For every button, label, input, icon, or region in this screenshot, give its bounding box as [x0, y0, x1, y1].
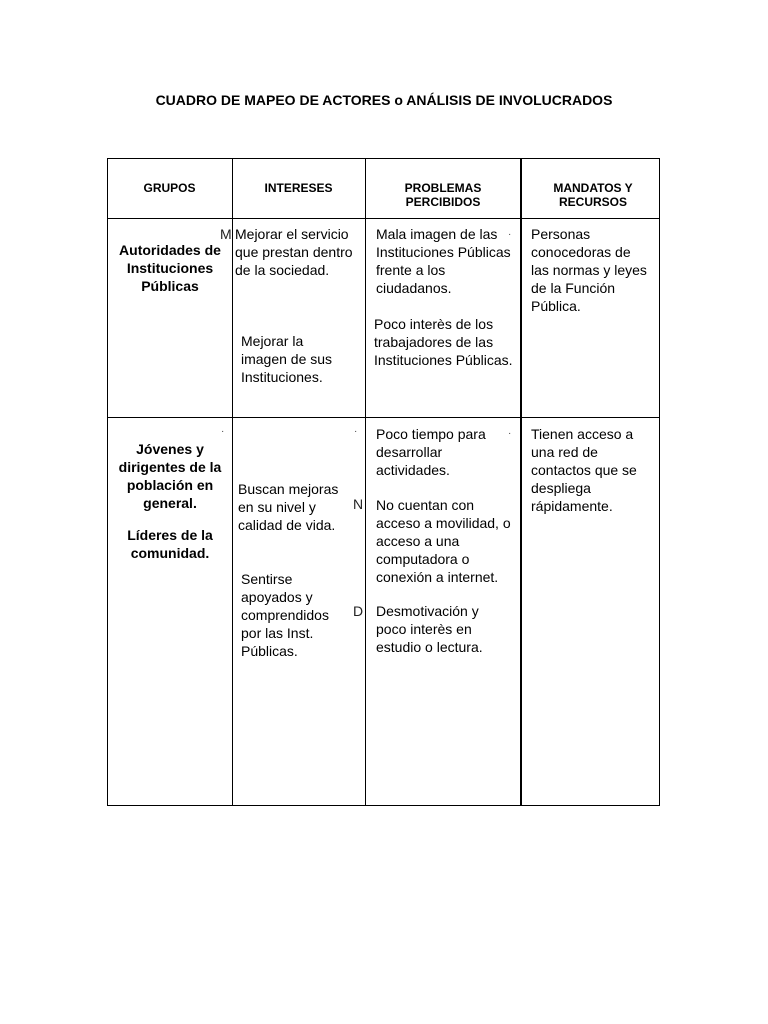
- header-grupos: GRUPOS: [143, 181, 196, 195]
- table-border-top: [107, 158, 660, 159]
- column-divider: [365, 158, 366, 806]
- row2-grupo-b: Líderes de la comunidad.: [127, 527, 213, 561]
- header-mandatos: MANDATOS Y RECURSOS: [553, 181, 633, 209]
- header-divider: [107, 218, 660, 219]
- row2-grupo-a: Jóvenes y dirigentes de la población en general.: [118, 441, 222, 511]
- row1-mandatos: Personas conocedoras de las normas y leyes de la Función Pública.: [531, 226, 647, 314]
- row2-marker-n: N: [353, 496, 364, 512]
- row1-interes-1: [235, 225, 361, 279]
- row1-problema-2: Poco interès de los trabajadores de las Instituciones Públicas.: [374, 316, 513, 368]
- row1-marker: M: [220, 226, 232, 242]
- bullet-dot-icon: ·: [221, 426, 225, 437]
- row1-grupo: Autoridades de Instituciones Públicas: [119, 242, 221, 294]
- table-border-right: [659, 158, 660, 806]
- row2-problema-3: Desmotivación y poco interès en estudio o lectura.: [376, 603, 483, 655]
- row-divider: [107, 417, 660, 418]
- row2-mandatos: Tienen acceso a una red de contactos que se despliega rápidamente.: [531, 426, 637, 514]
- table-border-bottom: [107, 805, 660, 806]
- row1-interes-1-text: Mejorar el servicio que prestan dentro de la sociedad.: [235, 226, 353, 278]
- page-title: CUADRO DE MAPEO DE ACTORES o ANÁLISIS DE INVOLUCRADOS: [155, 92, 613, 108]
- row2-interes-2: Sentirse apoyados y comprendidos por las Inst. Públicas.: [241, 571, 329, 659]
- row2-marker-d: D: [353, 603, 364, 619]
- column-divider: [232, 158, 233, 806]
- row2-problema-1: Poco tiempo para desarrollar actividades.: [376, 426, 486, 478]
- header-intereses: INTERESES: [264, 181, 333, 195]
- table-border-left: [107, 158, 108, 806]
- column-divider: [520, 158, 522, 806]
- row1-interes-2: Mejorar la imagen de sus Instituciones.: [241, 333, 333, 385]
- row1-problema-1: Mala imagen de las Instituciones Públicas frente a los ciudadanos.: [376, 226, 511, 296]
- bullet-dot-icon: ·: [354, 426, 358, 437]
- bullet-dot-icon: ·: [508, 428, 512, 439]
- row2-interes-1: Buscan mejoras en su nivel y calidad de vida.: [238, 481, 339, 533]
- bullet-dot-icon: ·: [508, 229, 512, 240]
- row2-problema-2: No cuentan con acceso a movilidad, o acceso a una computadora o conexión a internet.: [376, 497, 511, 585]
- actors-table: [107, 158, 660, 806]
- header-problemas: PROBLEMAS PERCIBIDOS: [404, 181, 482, 209]
